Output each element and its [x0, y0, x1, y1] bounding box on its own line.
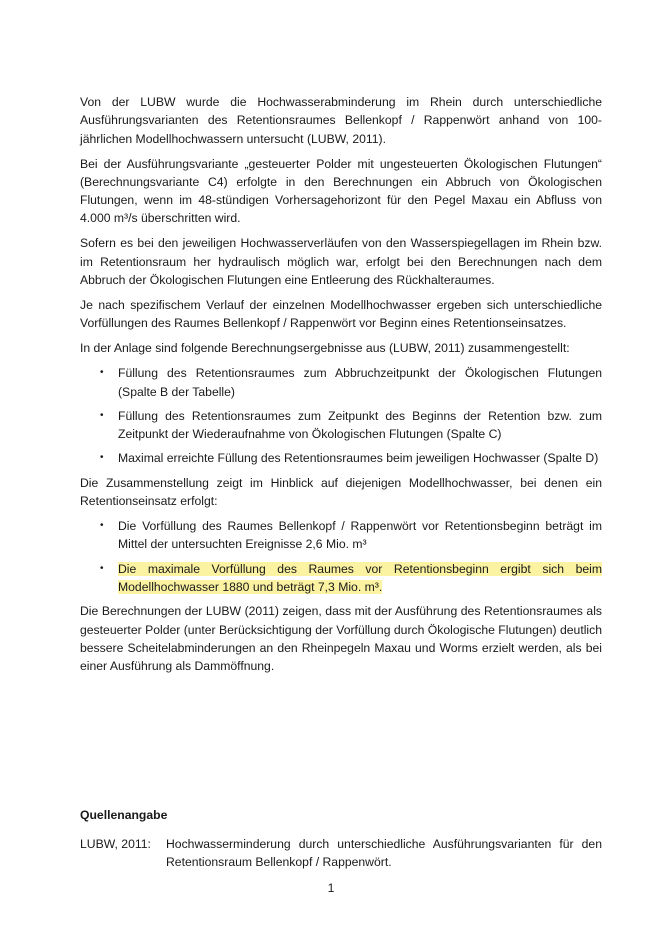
paragraph-1: Von der LUBW wurde die Hochwasserabminderung im Rhein durch unterschiedliche Ausführungsvarianten des Retentionsraumes Bellenkopf / Rappenwört anhand von 100-jährlichen Modellhochwassern untersucht (LUBW, 2011).	[80, 95, 602, 146]
reference-key: LUBW, 2011:	[80, 837, 151, 851]
bullet-icon: •	[100, 409, 104, 421]
paragraph-2: Bei der Ausführungsvariante „gesteuerter Polder mit ungesteuerten Ökologischen Flutungen“ (Berechnungsvariante C4) erfolgte in den Berechnungen ein Abbruch von Ökologischen Flutungen, wenn im 48-stündigen Vorhersagehorizont für den Pegel Maxau ein Abfluss von 4.000 m³/s überschritten wird.	[80, 156, 602, 226]
bullet-icon: •	[100, 562, 104, 574]
paragraph-6: Die Zusammenstellung zeigt im Hinblick auf diejenigen Modellhochwasser, bei denen ein Retentionseinsatz erfolgt:	[80, 475, 602, 509]
paragraph-7: Die Berechnungen der LUBW (2011) zeigen, dass mit der Ausführung des Retentionsraumes als gesteuerter Polder (unter Berücksichtigung der Vorfüllung durch Ökologische Flutungen) deutlich bessere Scheitelabminderungen an den Rheinpegeln Maxau und Worms erzielt werden, als bei einer Ausführung als Dammöffnung.	[80, 604, 602, 674]
page-number: 1	[327, 881, 335, 895]
list-item: • Füllung des Retentionsraumes zum Zeitpunkt des Beginns der Retention bzw. zum Zeitpunkt der Wiederaufnahme von Ökologischen Flutungen (Spalte C)	[100, 408, 602, 442]
summary-list	[80, 517, 602, 596]
body-text	[80, 93, 602, 682]
sources-heading: Quellenangabe	[80, 808, 168, 822]
list-item: • Maximal erreichte Füllung des Retentionsraumes beim jeweiligen Hochwasser (Spalte D)	[80, 449, 602, 467]
highlighted-text: Die maximale Vorfüllung des Raumes vor Retentionsbeginn ergibt sich beim Modellhochwasser 1880 und beträgt 7,3 Mio. m³.	[118, 561, 602, 594]
reference-text: Hochwasserminderung durch unterschiedliche Ausführungsvarianten für den Retentionsraum Bellenkopf / Rappenwört.	[166, 837, 602, 870]
reference-entry	[80, 835, 602, 872]
list-item: • Die Vorfüllung des Raumes Bellenkopf / Rappenwört vor Retentionsbeginn beträgt im Mittel der untersuchten Ereignisse 2,6 Mio. m³	[100, 519, 602, 552]
list-item: • Füllung des Retentionsraumes zum Abbruchzeitpunkt der Ökologischen Flutungen (Spalte B der Tabelle)	[100, 366, 602, 399]
paragraph-5: In der Anlage sind folgende Berechnungsergebnisse aus (LUBW, 2011) zusammengestellt:	[80, 341, 570, 356]
bullet-icon: •	[100, 520, 104, 532]
paragraph-4: Je nach spezifischem Verlauf der einzelnen Modellhochwasser ergeben sich unterschiedliche Vorfüllungen des Raumes Bellenkopf / Rappenwört vor Beginn eines Retentionseinsatzes.	[80, 298, 602, 331]
bullet-icon: •	[100, 367, 104, 379]
list-item	[80, 560, 602, 597]
paragraph-3: Sofern es bei den jeweiligen Hochwasserverläufen von den Wasserspiegellagen im Rhein bzw. im Retentionsraum her hydraulisch möglich war, erfolgt bei den Berechnungen nach dem Abbruch der Ökologischen Flutungen eine Entleerung des Rückhalteraumes.	[80, 236, 602, 288]
result-list	[80, 364, 602, 467]
bullet-icon: •	[100, 452, 104, 464]
